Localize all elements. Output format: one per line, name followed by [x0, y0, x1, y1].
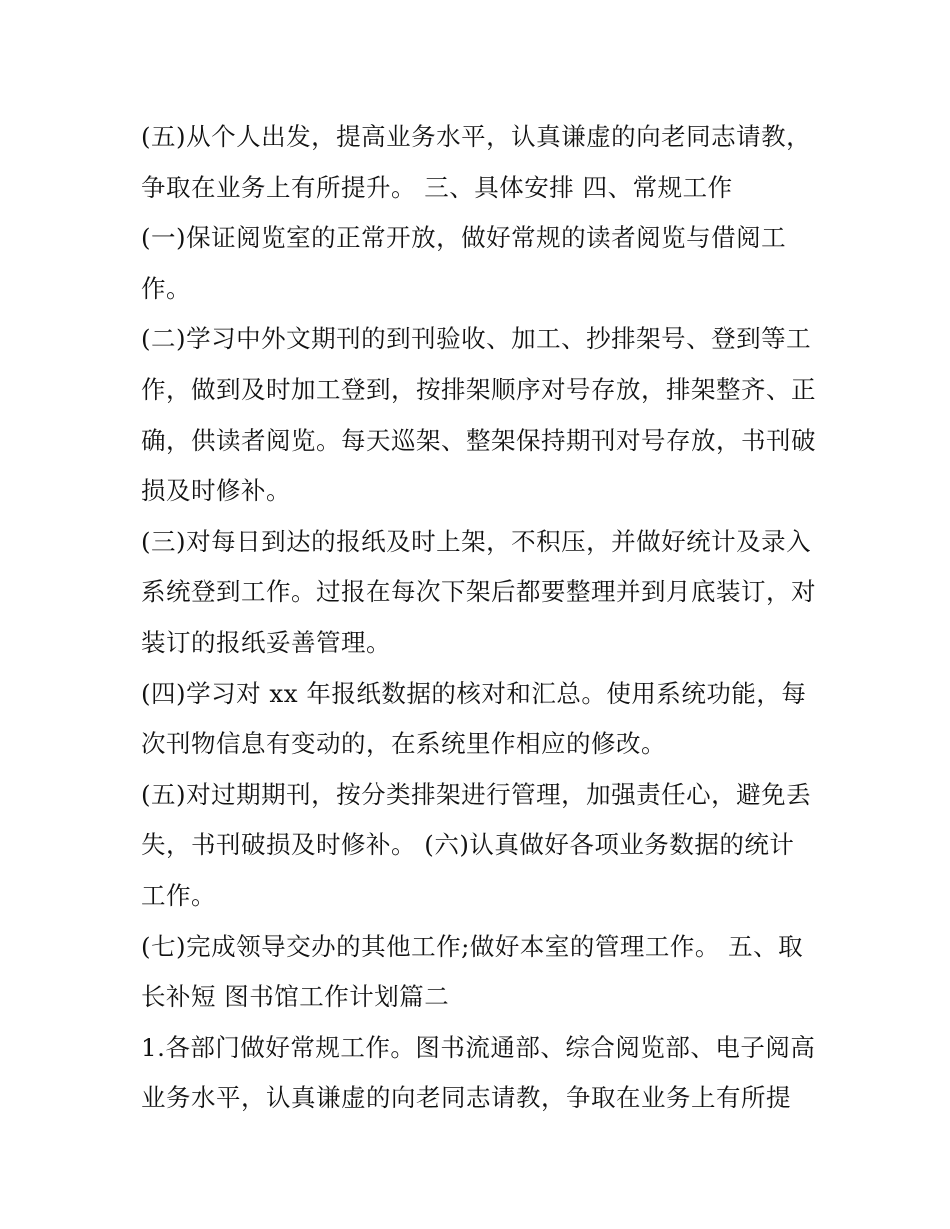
text-line: 系统登到工作。过报在每次下架后都要整理并到月底装订，对 — [141, 577, 816, 607]
text-line: 损及时修补。 — [141, 476, 291, 506]
text-line: 长补短 图书馆工作计划篇二 — [141, 982, 450, 1012]
text-line: 作。 — [141, 273, 191, 303]
text-line: 确，供读者阅览。每天巡架、整架保持期刊对号存放，书刊破 — [141, 425, 816, 455]
text-line: 业务水平，认真谦虚的向老同志请教，争取在业务上有所提 — [141, 1083, 791, 1113]
text-line: (五)从个人出发，提高业务水平，认真谦虚的向老同志请教， — [141, 122, 812, 151]
document-body — [141, 112, 821, 1124]
text-line: 作，做到及时加工登到，按排架顺序对号存放，排架整齐、正 — [141, 374, 816, 404]
text-line: (三)对每日到达的报纸及时上架，不积压，并做好统计及录入 — [141, 526, 812, 556]
text-line: 工作。 — [141, 880, 216, 910]
text-line: (七)完成领导交办的其他工作;做好本室的管理工作。 五、取 — [141, 931, 804, 961]
text-line: 1.各部门做好常规工作。图书流通部、综合阅览部、电子阅高 — [141, 1032, 816, 1062]
text-line: (五)对过期期刊，按分类排架进行管理，加强责任心，避免丢 — [141, 779, 812, 809]
text-line: (二)学习中外文期刊的到刊验收、加工、抄排架号、登到等工 — [141, 324, 812, 354]
text-line: (一)保证阅览室的正常开放，做好常规的读者阅览与借阅工 — [141, 223, 787, 253]
text-line: 次刊物信息有变动的，在系统里作相应的修改。 — [141, 729, 666, 759]
text-line: 装订的报纸妥善管理。 — [141, 627, 391, 657]
text-line: 争取在业务上有所提升。 三、具体安排 四、常规工作 — [141, 172, 733, 202]
text-line: 失，书刊破损及时修补。 (六)认真做好各项业务数据的统计 — [141, 830, 795, 860]
text-line: (四)学习对 xx 年报纸数据的核对和汇总。使用系统功能，每 — [141, 678, 807, 708]
